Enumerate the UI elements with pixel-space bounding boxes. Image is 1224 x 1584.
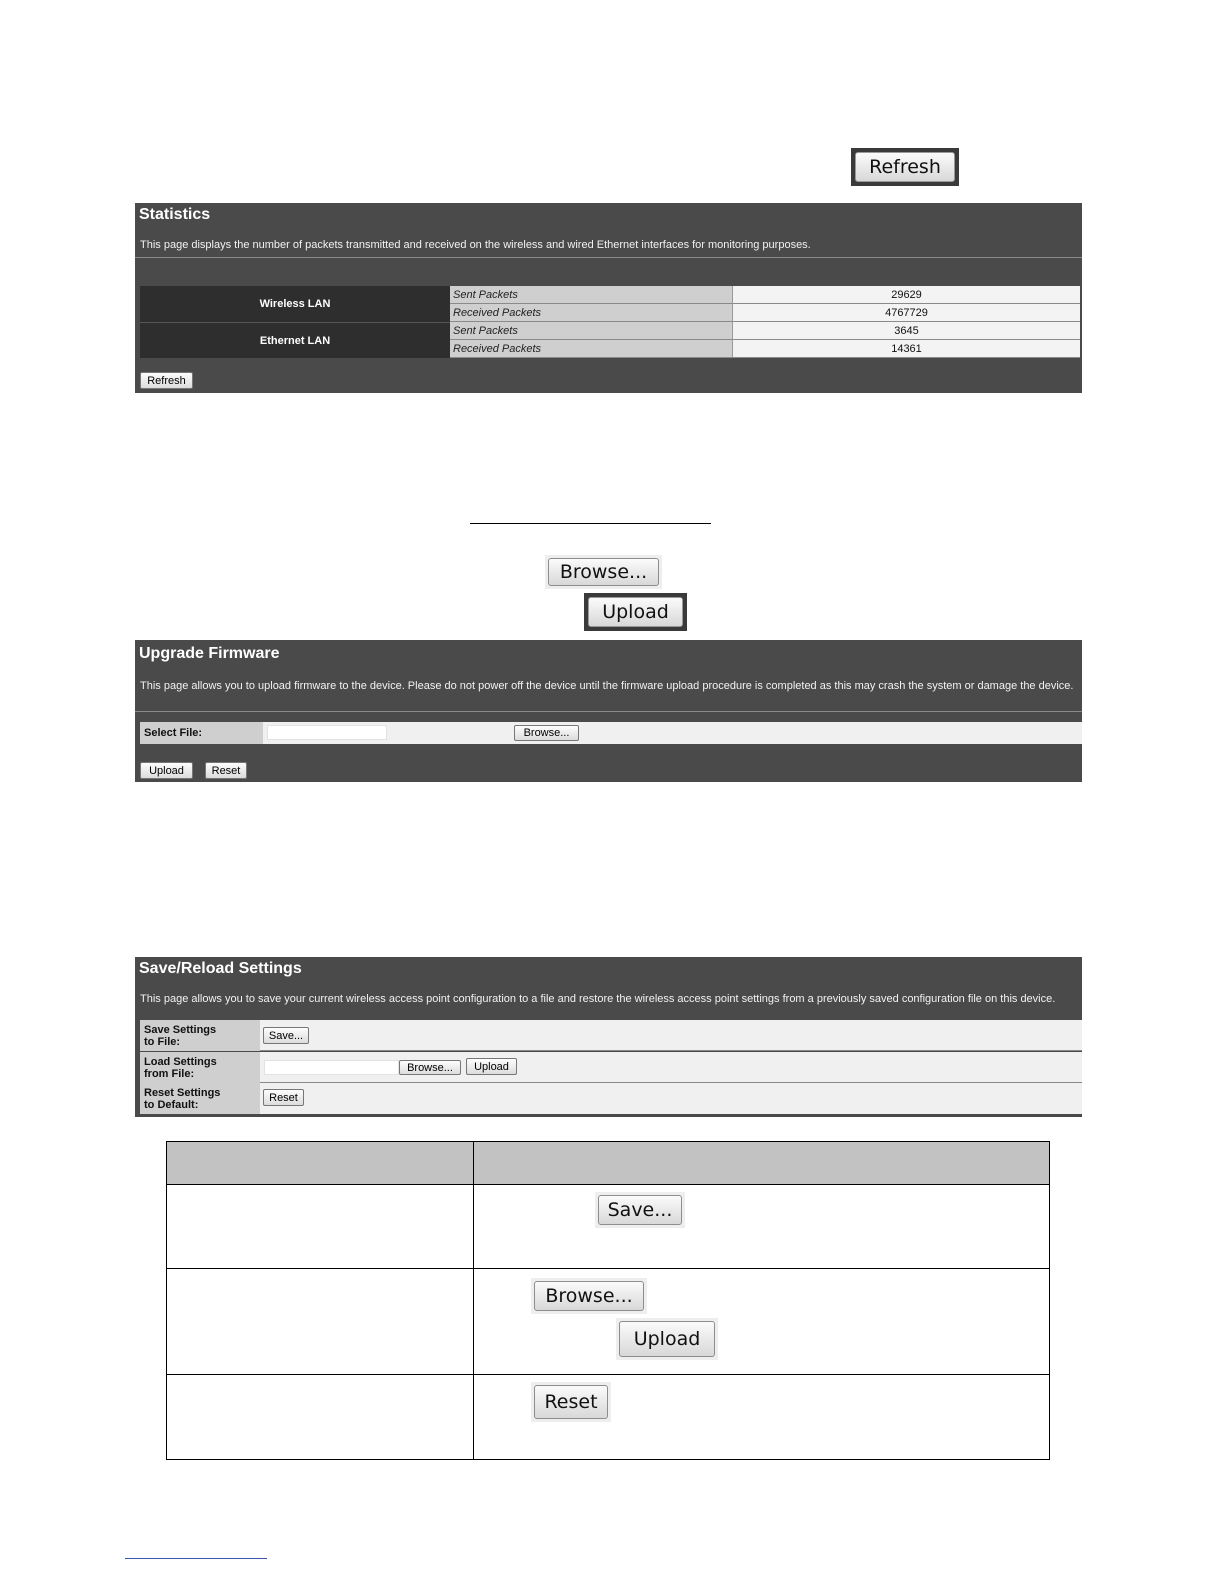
statistics-title: Statistics (139, 206, 211, 223)
divider (135, 257, 1082, 258)
reset-button[interactable]: Reset (205, 762, 247, 779)
file-path-input[interactable] (267, 725, 387, 740)
load-settings-label-line2: from File: (144, 1067, 195, 1080)
statistics-description: This page displays the number of packets transmitted and received on the wireless and wired Ethernet interfaces for monitoring purposes. (140, 239, 811, 251)
save-button[interactable]: Save... (263, 1027, 309, 1044)
footer-rule (125, 1558, 267, 1559)
reset-button-illustration[interactable] (531, 1382, 611, 1422)
save-settings-label (140, 1020, 260, 1051)
save-button-illustration[interactable] (595, 1192, 685, 1228)
refresh-button-label: Refresh (855, 152, 955, 182)
settings-file-input[interactable] (264, 1060, 399, 1075)
reset-settings-label-line1: Reset Settings (144, 1086, 221, 1099)
wireless-lan-label: Wireless LAN (140, 286, 450, 322)
stat-row-label: Received Packets (450, 340, 733, 358)
upgrade-firmware-panel (135, 640, 1082, 782)
row-divider (167, 1374, 1049, 1375)
stat-row-label: Sent Packets (450, 286, 733, 304)
browse-button-illustration[interactable] (545, 555, 662, 589)
underline-rule (470, 523, 711, 524)
save-settings-label-line1: Save Settings (144, 1023, 217, 1036)
doc-table (166, 1141, 1050, 1460)
refresh-button-illustration[interactable] (851, 148, 959, 186)
select-file-label: Select File: (140, 722, 263, 744)
stat-row-value: 14361 (732, 340, 1080, 358)
upgrade-firmware-description: This page allows you to upload firmware to the device. Please do not power off the device until the firmware upload procedure is completed as this may crash the system or damage the device. (140, 680, 1074, 692)
save-reload-title: Save/Reload Settings (139, 960, 302, 977)
upload-button-illustration[interactable] (584, 593, 687, 631)
column-divider (473, 1142, 474, 1459)
browse-button-label: Browse... (534, 1281, 644, 1311)
reset-button-label: Reset (534, 1385, 608, 1419)
upload-button-label: Upload (588, 597, 683, 627)
save-reload-panel (135, 957, 1082, 1117)
stat-row-label: Sent Packets (450, 322, 733, 340)
upload-button-label: Upload (619, 1321, 715, 1357)
browse-button-label: Browse... (548, 558, 659, 586)
save-reload-description: This page allows you to save your current wireless access point configuration to a file and restore the wireless access point settings from a previously saved configuration file on this device. (140, 993, 1056, 1005)
select-file-cell (263, 722, 1082, 744)
browse-button[interactable]: Browse... (514, 725, 579, 741)
statistics-panel (135, 203, 1082, 393)
doc-table-header (167, 1142, 1049, 1185)
reset-settings-label (140, 1083, 260, 1114)
stat-row-value: 29629 (732, 286, 1080, 304)
save-button-label: Save... (598, 1195, 682, 1225)
load-settings-label (140, 1052, 260, 1083)
upgrade-firmware-title: Upgrade Firmware (139, 645, 280, 662)
ethernet-lan-label: Ethernet LAN (140, 322, 450, 358)
reset-settings-cell (260, 1083, 1082, 1114)
load-settings-cell (260, 1052, 1082, 1083)
refresh-button[interactable]: Refresh (140, 372, 193, 389)
reset-settings-label-line2: to Default: (144, 1098, 199, 1111)
reset-button[interactable]: Reset (263, 1089, 304, 1106)
browse-button[interactable]: Browse... (399, 1060, 461, 1075)
stat-row-value: 3645 (732, 322, 1080, 340)
stat-row-label: Received Packets (450, 304, 733, 322)
load-settings-label-line1: Load Settings (144, 1055, 217, 1068)
save-settings-label-line2: to File: (144, 1035, 181, 1048)
upload-button-illustration[interactable] (616, 1318, 718, 1360)
save-settings-cell (260, 1020, 1082, 1051)
browse-button-illustration[interactable] (531, 1278, 647, 1314)
upload-button[interactable]: Upload (140, 762, 193, 779)
stat-row-value: 4767729 (732, 304, 1080, 322)
row-divider (167, 1268, 1049, 1269)
upload-button[interactable]: Upload (466, 1058, 517, 1075)
divider (135, 711, 1082, 712)
